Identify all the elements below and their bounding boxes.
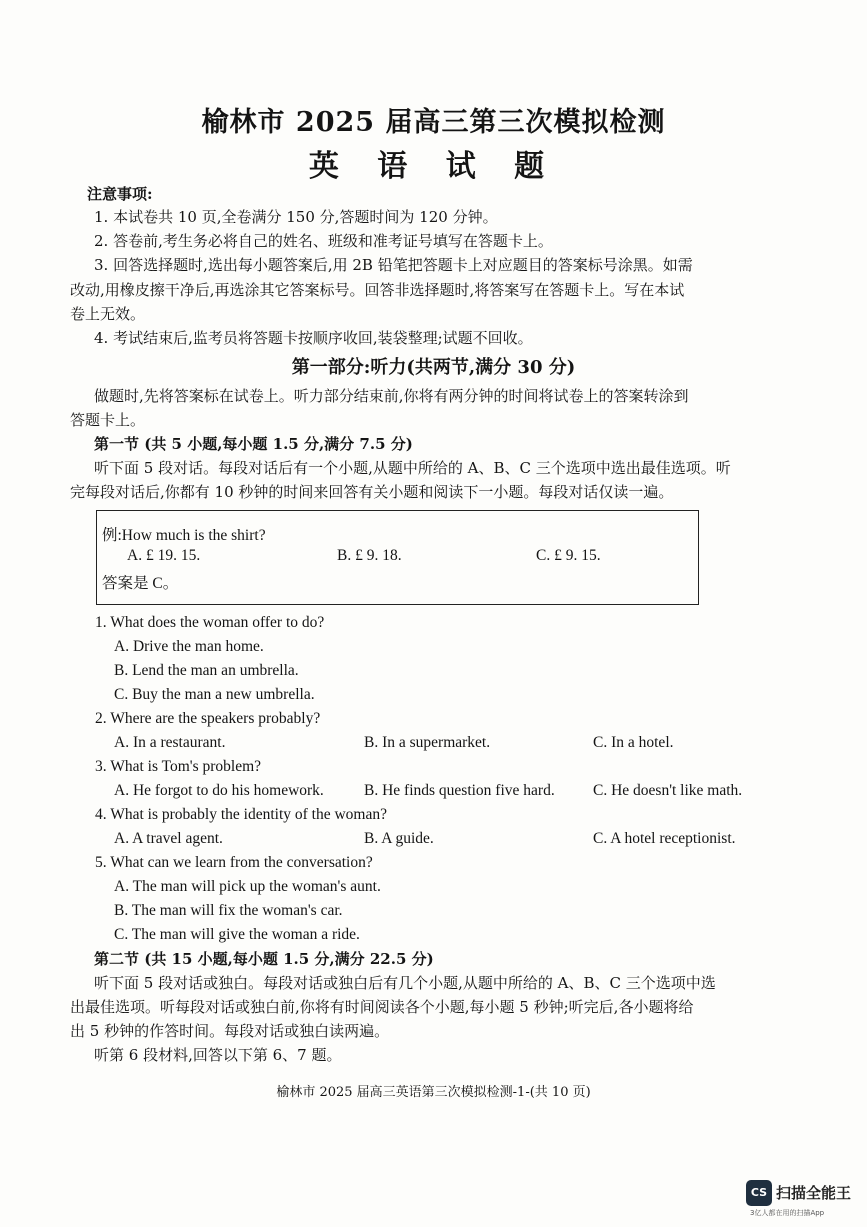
camscanner-tagline: 3亿人都在用的扫描App xyxy=(750,1209,825,1217)
question-1-option-c: C. Buy the man a new umbrella. xyxy=(114,686,315,703)
example-option-b: B. £ 9. 18. xyxy=(337,547,402,564)
part1-intro-line-1: 做题时,先将答案标在试卷上。听力部分结束前,你将有两分钟的时间将试卷上的答案转涂到 xyxy=(94,387,689,405)
section2-instruction-line-3: 出 5 秒钟的作答时间。每段对话或独白读两遍。 xyxy=(70,1022,390,1040)
question-3-option-b: B. He finds question five hard. xyxy=(364,782,555,799)
question-1-stem: 1. What does the woman offer to do? xyxy=(95,614,325,631)
question-5-option-a: A. The man will pick up the woman's aunt. xyxy=(114,878,381,895)
page-footer: 榆林市 2025 届高三英语第三次模拟检测-1-(共 10 页) xyxy=(276,1085,591,1100)
material-6-instruction: 听第 6 段材料,回答以下第 6、7 题。 xyxy=(94,1046,342,1064)
notice-item-3-line-2: 改动,用橡皮擦干净后,再选涂其它答案标号。回答非选择题时,将答案写在答题卡上。写在本试 xyxy=(70,281,685,299)
section1-instruction-line-1: 听下面 5 段对话。每段对话后有一个小题,从题中所给的 A、B、C 三个选项中选出最佳选项。听 xyxy=(94,459,731,477)
example-answer: 答案是 C。 xyxy=(102,575,179,592)
exam-title: 榆林市 2025 届高三第三次模拟检测 xyxy=(201,107,666,138)
part1-intro-line-2: 答题卡上。 xyxy=(70,411,146,429)
section1-heading: 第一节 (共 5 小题,每小题 1.5 分,满分 7.5 分) xyxy=(94,435,413,453)
example-option-a: A. £ 19. 15. xyxy=(127,547,201,564)
question-1-option-b: B. Lend the man an umbrella. xyxy=(114,662,299,679)
example-option-c: C. £ 9. 15. xyxy=(536,547,601,564)
camscanner-watermark xyxy=(746,1180,852,1218)
question-3-option-c: C. He doesn't like math. xyxy=(593,782,743,799)
question-3-stem: 3. What is Tom's problem? xyxy=(95,758,262,775)
section2-heading: 第二节 (共 15 小题,每小题 1.5 分,满分 22.5 分) xyxy=(94,950,434,968)
section1-instruction-line-2: 完每段对话后,你都有 10 秒钟的时间来回答有关小题和阅读下一小题。每段对话仅读一遍。 xyxy=(70,483,674,501)
question-2-option-b: B. In a supermarket. xyxy=(364,734,491,751)
question-4-option-a: A. A travel agent. xyxy=(114,830,223,847)
camscanner-name: 扫描全能王 xyxy=(776,1184,852,1202)
camscanner-logo-icon: CS xyxy=(746,1180,772,1206)
question-3-option-a: A. He forgot to do his homework. xyxy=(114,782,324,799)
question-2-stem: 2. Where are the speakers probably? xyxy=(95,710,321,727)
section2-instruction-line-1: 听下面 5 段对话或独白。每段对话或独白后有几个小题,从题中所给的 A、B、C 三个选项中选 xyxy=(94,974,716,992)
subject-title: 英 语 试 题 xyxy=(308,149,559,184)
question-4-stem: 4. What is probably the identity of the woman? xyxy=(95,806,387,823)
example-question: 例:How much is the shirt? xyxy=(102,527,266,544)
part1-heading: 第一部分:听力(共两节,满分 30 分) xyxy=(291,357,576,378)
notice-item-3-line-1: 3. 回答选择题时,选出每小题答案后,用 2B 铅笔把答题卡上对应题目的答案标号涂黑。如需 xyxy=(94,256,693,274)
question-4-option-b: B. A guide. xyxy=(364,830,434,847)
question-5-option-c: C. The man will give the woman a ride. xyxy=(114,926,360,943)
question-2-option-c: C. In a hotel. xyxy=(593,734,674,751)
question-2-option-a: A. In a restaurant. xyxy=(114,734,226,751)
question-4-option-c: C. A hotel receptionist. xyxy=(593,830,736,847)
question-5-stem: 5. What can we learn from the conversation? xyxy=(95,854,373,871)
notice-item-4: 4. 考试结束后,监考员将答题卡按顺序收回,装袋整理;试题不回收。 xyxy=(94,329,533,347)
notice-heading: 注意事项: xyxy=(87,185,153,203)
question-5-option-b: B. The man will fix the woman's car. xyxy=(114,902,343,919)
notice-item-2: 2. 答卷前,考生务必将自己的姓名、班级和准考证号填写在答题卡上。 xyxy=(94,232,553,250)
question-1-option-a: A. Drive the man home. xyxy=(114,638,264,655)
notice-item-3-line-3: 卷上无效。 xyxy=(70,305,146,323)
section2-instruction-line-2: 出最佳选项。听每段对话或独白前,你将有时间阅读各个小题,每小题 5 秒钟;听完后,各小题将给 xyxy=(70,998,694,1016)
notice-item-1: 1. 本试卷共 10 页,全卷满分 150 分,答题时间为 120 分钟。 xyxy=(94,208,498,226)
